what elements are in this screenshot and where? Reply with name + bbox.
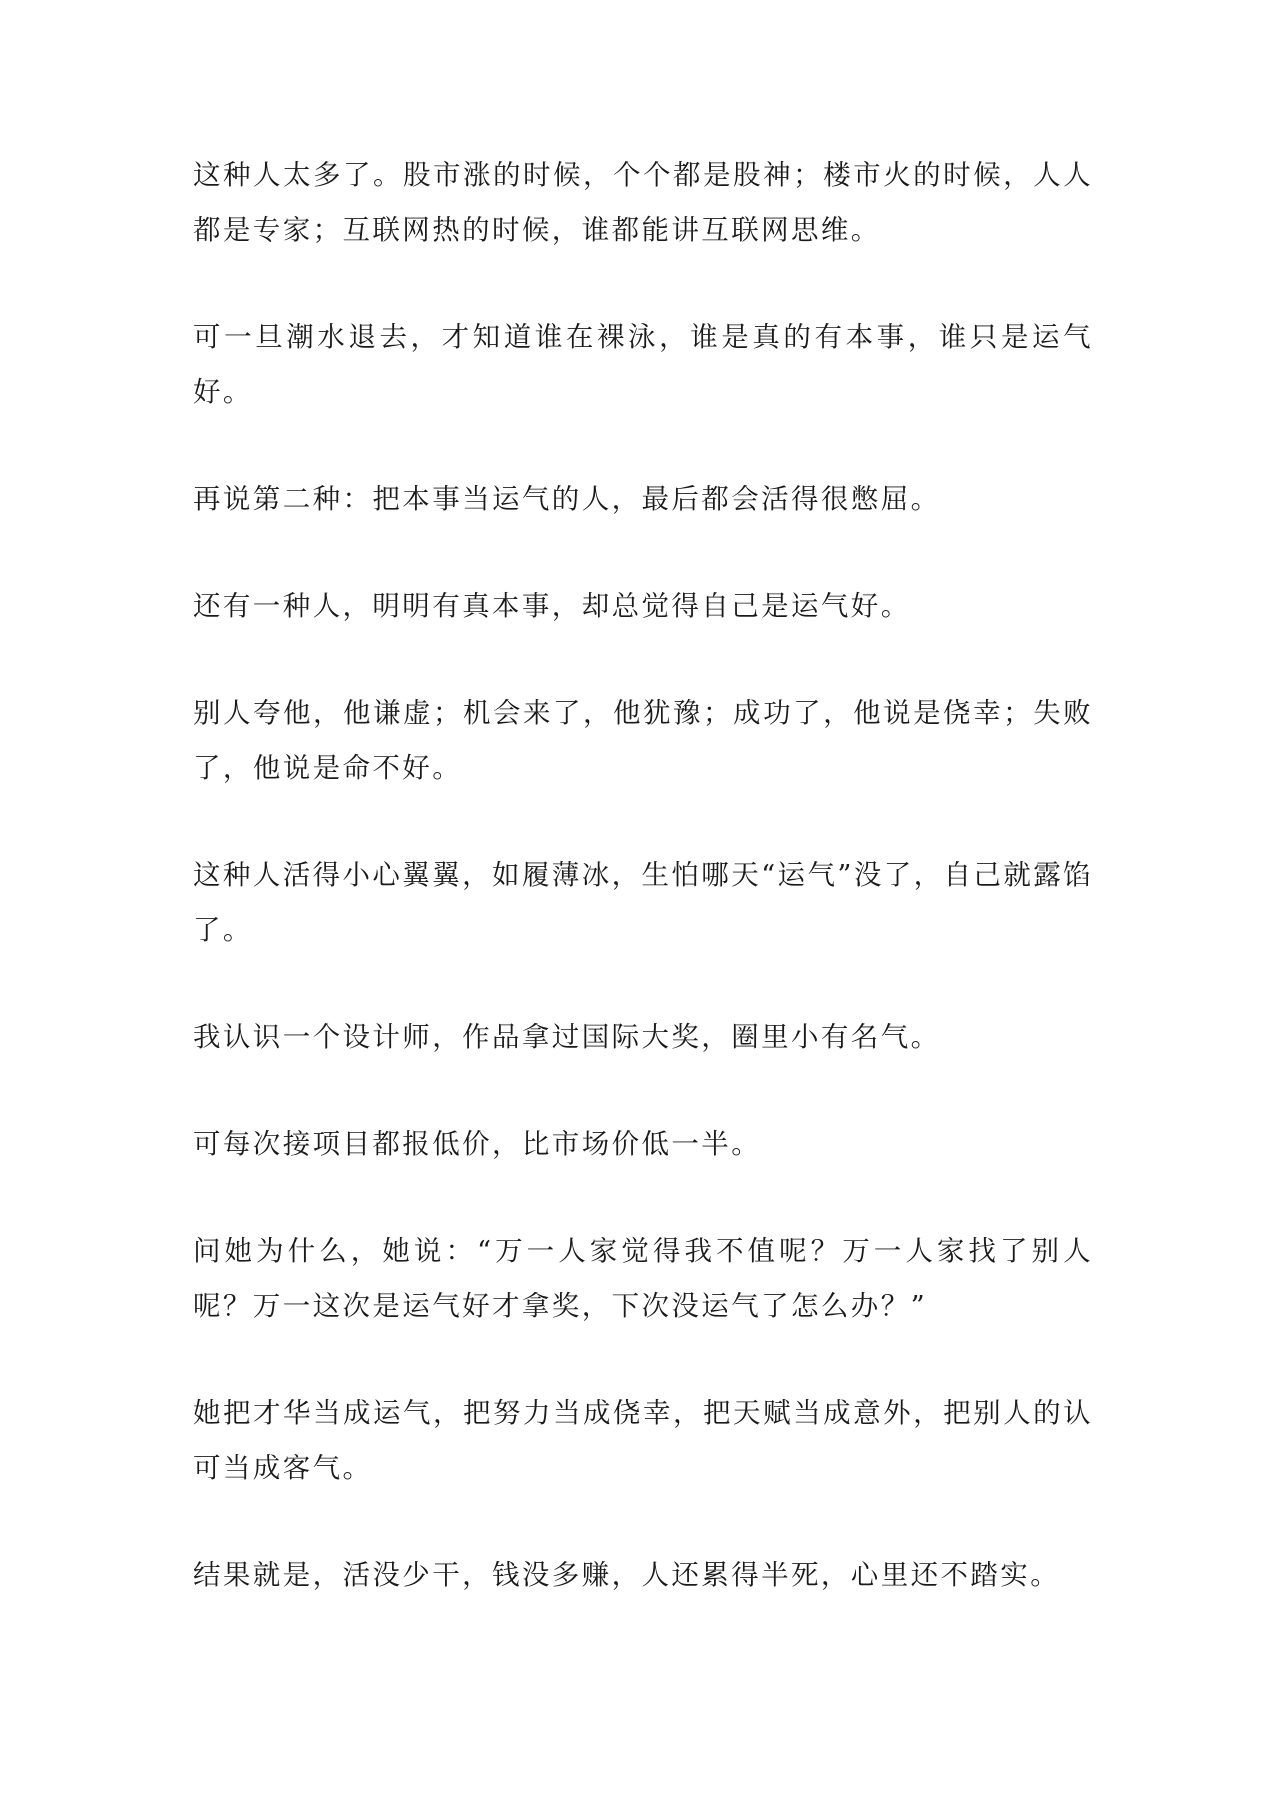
paragraph-3: 再说第二种：把本事当运气的人，最后都会活得很憋屈。 [193, 483, 941, 515]
paragraph-8: 可每次接项目都报低价，比市场价低一半。 [193, 1128, 762, 1160]
paragraph-11: 结果就是，活没少干，钱没多赚，人还累得半死，心里还不踏实。 [193, 1559, 1061, 1591]
paragraph-2: 可一旦潮水退去，才知道谁在裸泳，谁是真的有本事，谁只是运气好。 [193, 321, 1093, 408]
article-body [193, 148, 1093, 1655]
paragraph-4: 还有一种人，明明有真本事，却总觉得自己是运气好。 [193, 590, 911, 622]
paragraph-7: 我认识一个设计师，作品拿过国际大奖，圈里小有名气。 [193, 1021, 941, 1053]
paragraph-6: 这种人活得小心翼翼，如履薄冰，生怕哪天“运气”没了，自己就露馅了。 [193, 859, 1094, 946]
paragraph-5: 别人夸他，他谦虚；机会来了，他犹豫；成功了，他说是侥幸；失败了，他说是命不好。 [193, 697, 1093, 784]
paragraph-1: 这种人太多了。股市涨的时候，个个都是股神；楼市火的时候，人人都是专家；互联网热的时候，谁都能讲互联网思维。 [193, 159, 1093, 246]
paragraph-10: 她把才华当成运气，把努力当成侥幸，把天赋当成意外，把别人的认可当成客气。 [193, 1397, 1093, 1484]
paragraph-9: 问她为什么，她说：“万一人家觉得我不值呢？万一人家找了别人呢？万一这次是运气好才拿奖，下次没运气了怎么办？” [193, 1235, 1093, 1322]
